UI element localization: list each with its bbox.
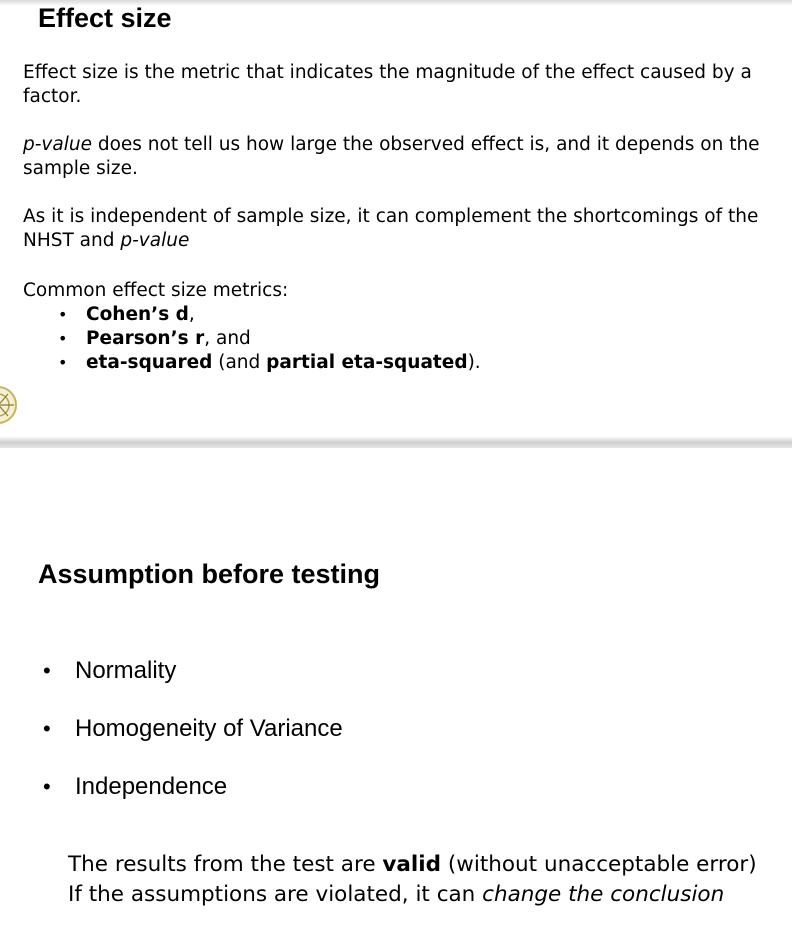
bullet-dot: • <box>43 658 51 683</box>
metric-connector: (and <box>212 352 267 373</box>
bullet-dot: • <box>43 716 51 741</box>
conclusion-line-1 <box>68 850 788 880</box>
bullet-dot: • <box>58 329 68 348</box>
slide1-title: Effect size <box>38 3 172 33</box>
metric-suffix: , <box>188 304 195 325</box>
independence-paragraph <box>23 205 783 253</box>
assumption-label: Normality <box>75 657 177 684</box>
list-item <box>43 655 343 713</box>
metric-suffix: , and <box>204 328 251 349</box>
pvalue-term: p-value <box>23 134 92 155</box>
assumption-label: Homogeneity of Variance <box>75 715 343 742</box>
conclusion-line-2 <box>68 880 788 910</box>
metric-name-2: partial eta-squated <box>266 352 468 373</box>
metrics-intro: Common effect size metrics: <box>23 280 289 301</box>
bullet-dot: • <box>58 353 68 372</box>
list-item <box>58 351 481 375</box>
bullet-dot: • <box>43 774 51 799</box>
metric-suffix: ). <box>467 352 481 373</box>
slide-separator <box>0 436 792 448</box>
pvalue-paragraph <box>23 133 783 181</box>
conclusion-text-part: If the assumptions are violated, it can <box>68 882 483 907</box>
list-item <box>43 713 343 771</box>
slide2-title: Assumption before testing <box>38 559 381 589</box>
assumption-label: Independence <box>75 773 228 800</box>
independence-paragraph-text: As it is independent of sample size, it can complement the shortcomings of the NHST and <box>23 206 759 251</box>
pvalue-term-2: p-value <box>120 230 190 251</box>
conclusion-text-part: (without unacceptable error) <box>441 852 757 877</box>
effect-size-definition: Effect size is the metric that indicates the magnitude of the effect caused by a factor. <box>23 62 752 107</box>
assumptions-list <box>43 655 343 829</box>
metric-name: eta-squared <box>86 352 213 373</box>
conclusion-text <box>68 850 788 910</box>
list-item <box>58 327 481 351</box>
list-item <box>58 303 481 327</box>
pvalue-paragraph-text: does not tell us how large the observed effect is, and it depends on the sample size. <box>23 134 760 179</box>
metrics-list <box>58 303 481 375</box>
bullet-dot: • <box>58 305 68 324</box>
metric-name: Cohen’s d <box>86 304 189 325</box>
university-emblem-icon <box>0 382 18 428</box>
list-item <box>43 771 343 829</box>
conclusion-text-part: The results from the test are <box>68 852 383 877</box>
metric-name: Pearson’s r <box>86 328 205 349</box>
valid-term: valid <box>382 852 442 877</box>
change-conclusion-term: change the conclusion <box>482 882 725 907</box>
